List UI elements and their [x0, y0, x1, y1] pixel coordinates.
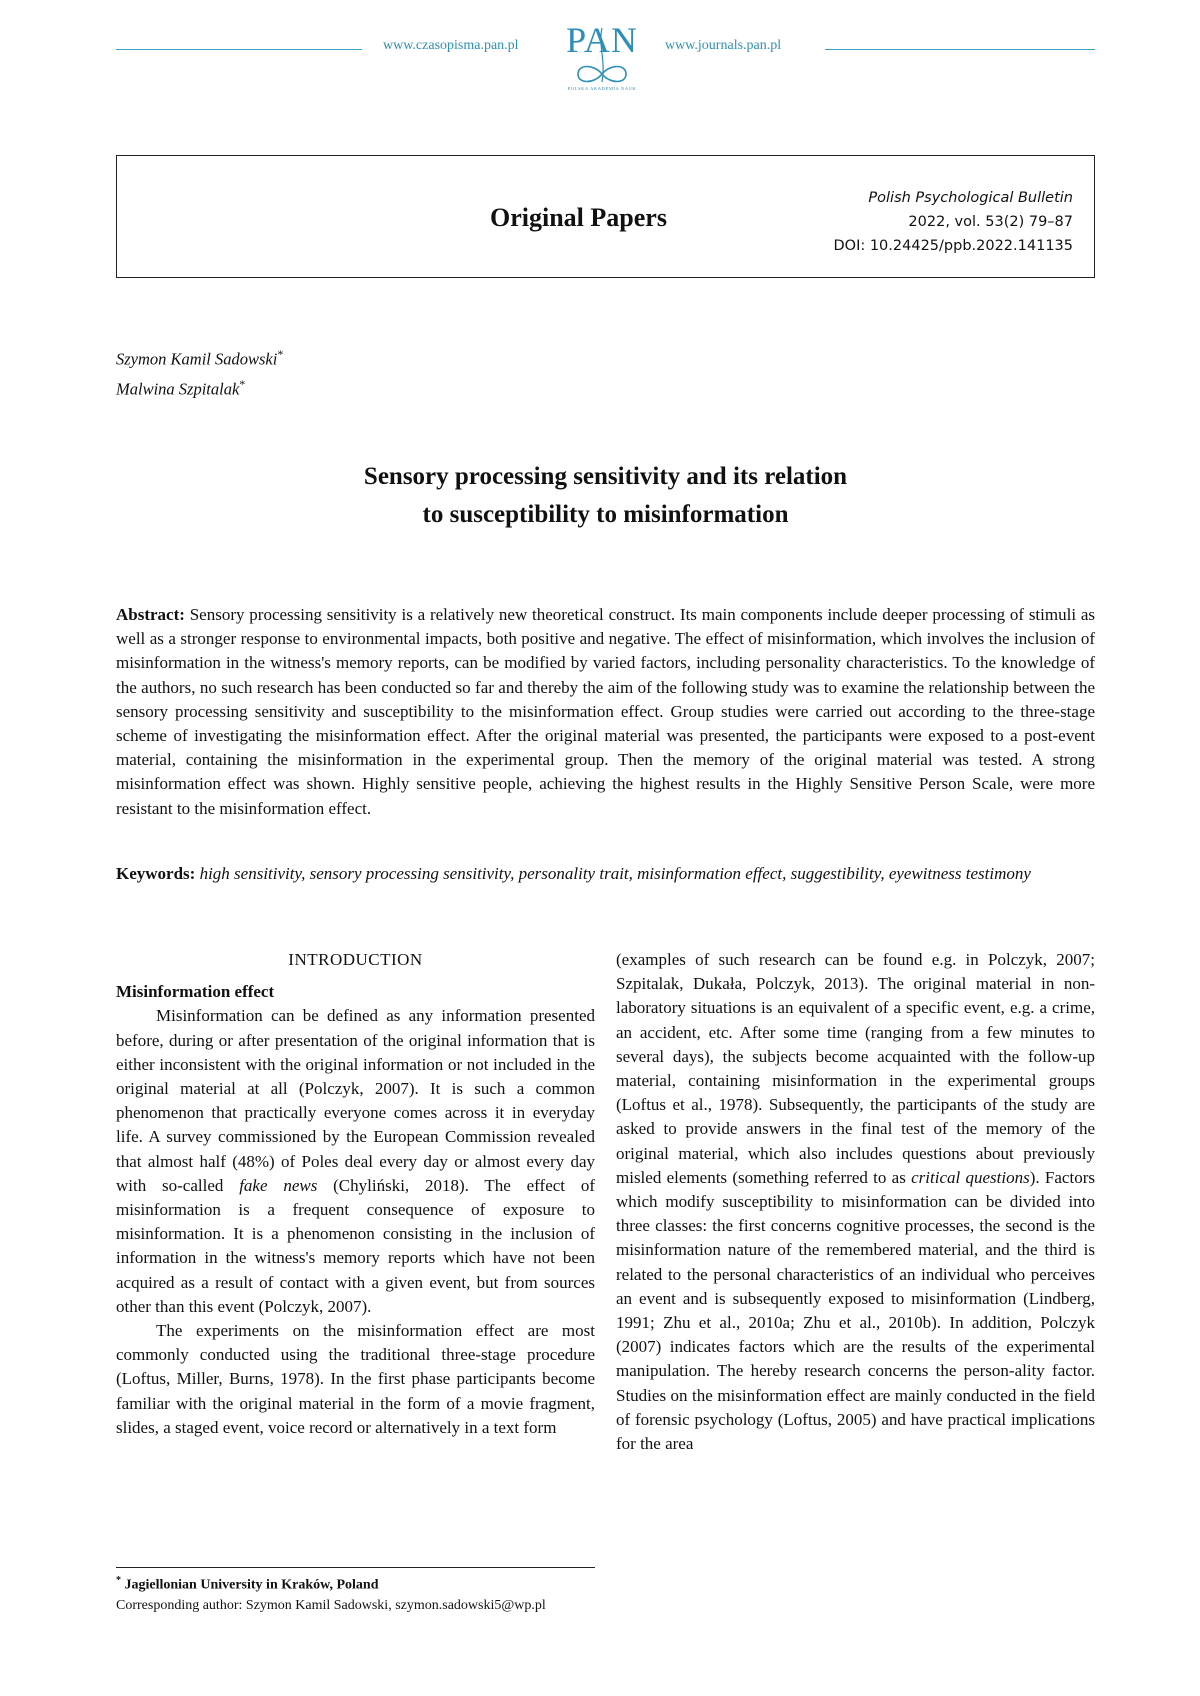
footnote-corresponding: Corresponding author: Szymon Kamil Sadowski, szymon.sadowski5@wp.pl	[116, 1598, 546, 1613]
header-rule-right	[825, 49, 1095, 50]
paragraph-right-part-1: (examples of such research can be found e.g. in Polczyk, 2007; Szpitalak, Dukała, Polczyk, 2013). The original material in non-laboratory situations is an equivalent of a specific event, e.g. a crime, an accident, etc. After some time (ranging from a few minutes to several days), the subjects become acquainted with the follow-up material, containing misinformation in the experimental groups (Loftus et al., 1978). Subsequently, the participants of the study are asked to provide answers in the final test of the memory of the original material, which also includes questions about previously misled elements (something referred to as	[616, 950, 1095, 1187]
paragraph-1-part-2: (Chyliński, 2018). The effect of misinformation is a frequent consequence of exposure to misinformation. It is a phenomenon consisting in the inclusion of information in the witness's memory reports which have not been acquired as a result of contact with a given event, but from sources other than this event (Polczyk, 2007).	[116, 1175, 595, 1316]
introduction-heading: INTRODUCTION	[288, 950, 423, 969]
author-1	[116, 342, 283, 372]
paragraph-right-italic: critical questions	[911, 1167, 1030, 1187]
paragraph-1	[116, 1004, 595, 1319]
article-title-line-1: Sensory processing sensitivity and its relation	[363, 463, 848, 490]
author-list	[116, 342, 283, 401]
keywords	[116, 862, 1095, 886]
journal-doi: DOI: 10.24425/ppb.2022.141135	[833, 238, 1073, 254]
author-1-mark: *	[277, 347, 284, 361]
article-title	[116, 458, 1095, 534]
keywords-label: Keywords:	[116, 864, 196, 883]
misinformation-effect-subheading: Misinformation effect	[116, 982, 275, 1002]
logo-subtext: POLSKA AKADEMIA NAUK	[567, 86, 637, 91]
header-url-left[interactable]: www.czasopisma.pan.pl	[383, 38, 519, 53]
abstract	[116, 603, 1095, 821]
paragraph-1-part-1: Misinformation can be defined as any information presented before, during or after presentation of the original information that is either inconsistent with the original information or not included in the original material at all (Polczyk, 2007). It is such a common phenomenon that practically everyone comes across it in everyday life. A survey commissioned by the European Commission revealed that almost half (48%) of Poles deal every day or almost every day with so-called	[116, 1006, 595, 1195]
author-2-name: Malwina Szpitalak	[116, 379, 240, 398]
article-title-line-2: to susceptibility to misinformation	[422, 501, 789, 528]
body-column-right	[616, 948, 1095, 1456]
footnote-mark: *	[116, 1575, 121, 1586]
paragraph-right-part-2: ). Factors which modify susceptibility to misinformation can be divided into three classes: the first concerns cognitive processes, the second is the misinformation nature of the remembered material, and the third is related to the personal characteristics of an individual who perceives an event and is subsequently exposed to misinformation (Lindberg, 1991; Zhu et al., 2010a; Zhu et al., 2010b). In addition, Polczyk (2007) indicates factors which are the results of the experimental manipulation. The hereby research concerns the person-ality factor. Studies on the misinformation effect are mainly conducted in the field of forensic psychology (Loftus, 2005) and have practical implications for the area	[616, 1167, 1095, 1454]
header-rule-left	[116, 49, 362, 50]
paragraph-1-italic: fake news	[239, 1175, 318, 1195]
abstract-label: Abstract:	[116, 605, 185, 624]
journal-volume: 2022, vol. 53(2) 79–87	[908, 214, 1073, 230]
body-column-left	[116, 948, 595, 1440]
footnote-rule	[116, 1567, 595, 1568]
journal-name: Polish Psychological Bulletin	[868, 190, 1073, 206]
footnote-affiliation-text: Jagiellonian University in Kraków, Poland	[124, 1577, 379, 1593]
paragraph-2: The experiments on the misinformation effect are most commonly conducted using the traditional three-stage procedure (Loftus, Miller, Burns, 1978). In the first phase participants become familiar with the original material in the form of a movie fragment, slides, a staged event, voice record or alternatively in a text form	[116, 1321, 595, 1437]
journal-info	[833, 186, 1073, 258]
footnote-affiliation	[116, 1575, 378, 1594]
author-2-mark: *	[239, 376, 246, 391]
paragraph-right	[616, 948, 1095, 1456]
logo-swash-icon	[596, 26, 608, 84]
section-title: Original Papers	[490, 203, 667, 232]
keywords-text: high sensitivity, sensory processing sensitivity, personality trait, misinformation effect, suggestibility, eyewitness testimony	[199, 864, 1031, 883]
pan-logo	[556, 22, 648, 94]
header-url-right[interactable]: www.journals.pan.pl	[665, 38, 782, 53]
logo-text: PAN	[566, 20, 638, 60]
author-2	[116, 372, 283, 402]
author-1-name: Szymon Kamil Sadowski	[116, 349, 278, 369]
abstract-text: Sensory processing sensitivity is a relatively new theoretical construct. Its main components include deeper processing of stimuli as well as a stronger response to environmental impacts, both positive and negative. The effect of misinformation, which involves the inclusion of misinformation in the witness's memory reports, can be modified by varied factors, including personality characteristics. To the knowledge of the authors, no such research has been conducted so far and thereby the aim of the following study was to examine the relationship between the sensory processing sensitivity and susceptibility to the misinformation effect. Group studies were carried out according to the three-stage scheme of investigating the misinformation effect. After the original material was presented, the participants were exposed to a post-event material, containing the misinformation in the experimental group. Then the memory of the original material was tested. A strong misinformation effect was shown. Highly sensitive people, achieving the highest results in the Highly Sensitive Person Scale, were more resistant to the misinformation effect.	[116, 605, 1096, 818]
